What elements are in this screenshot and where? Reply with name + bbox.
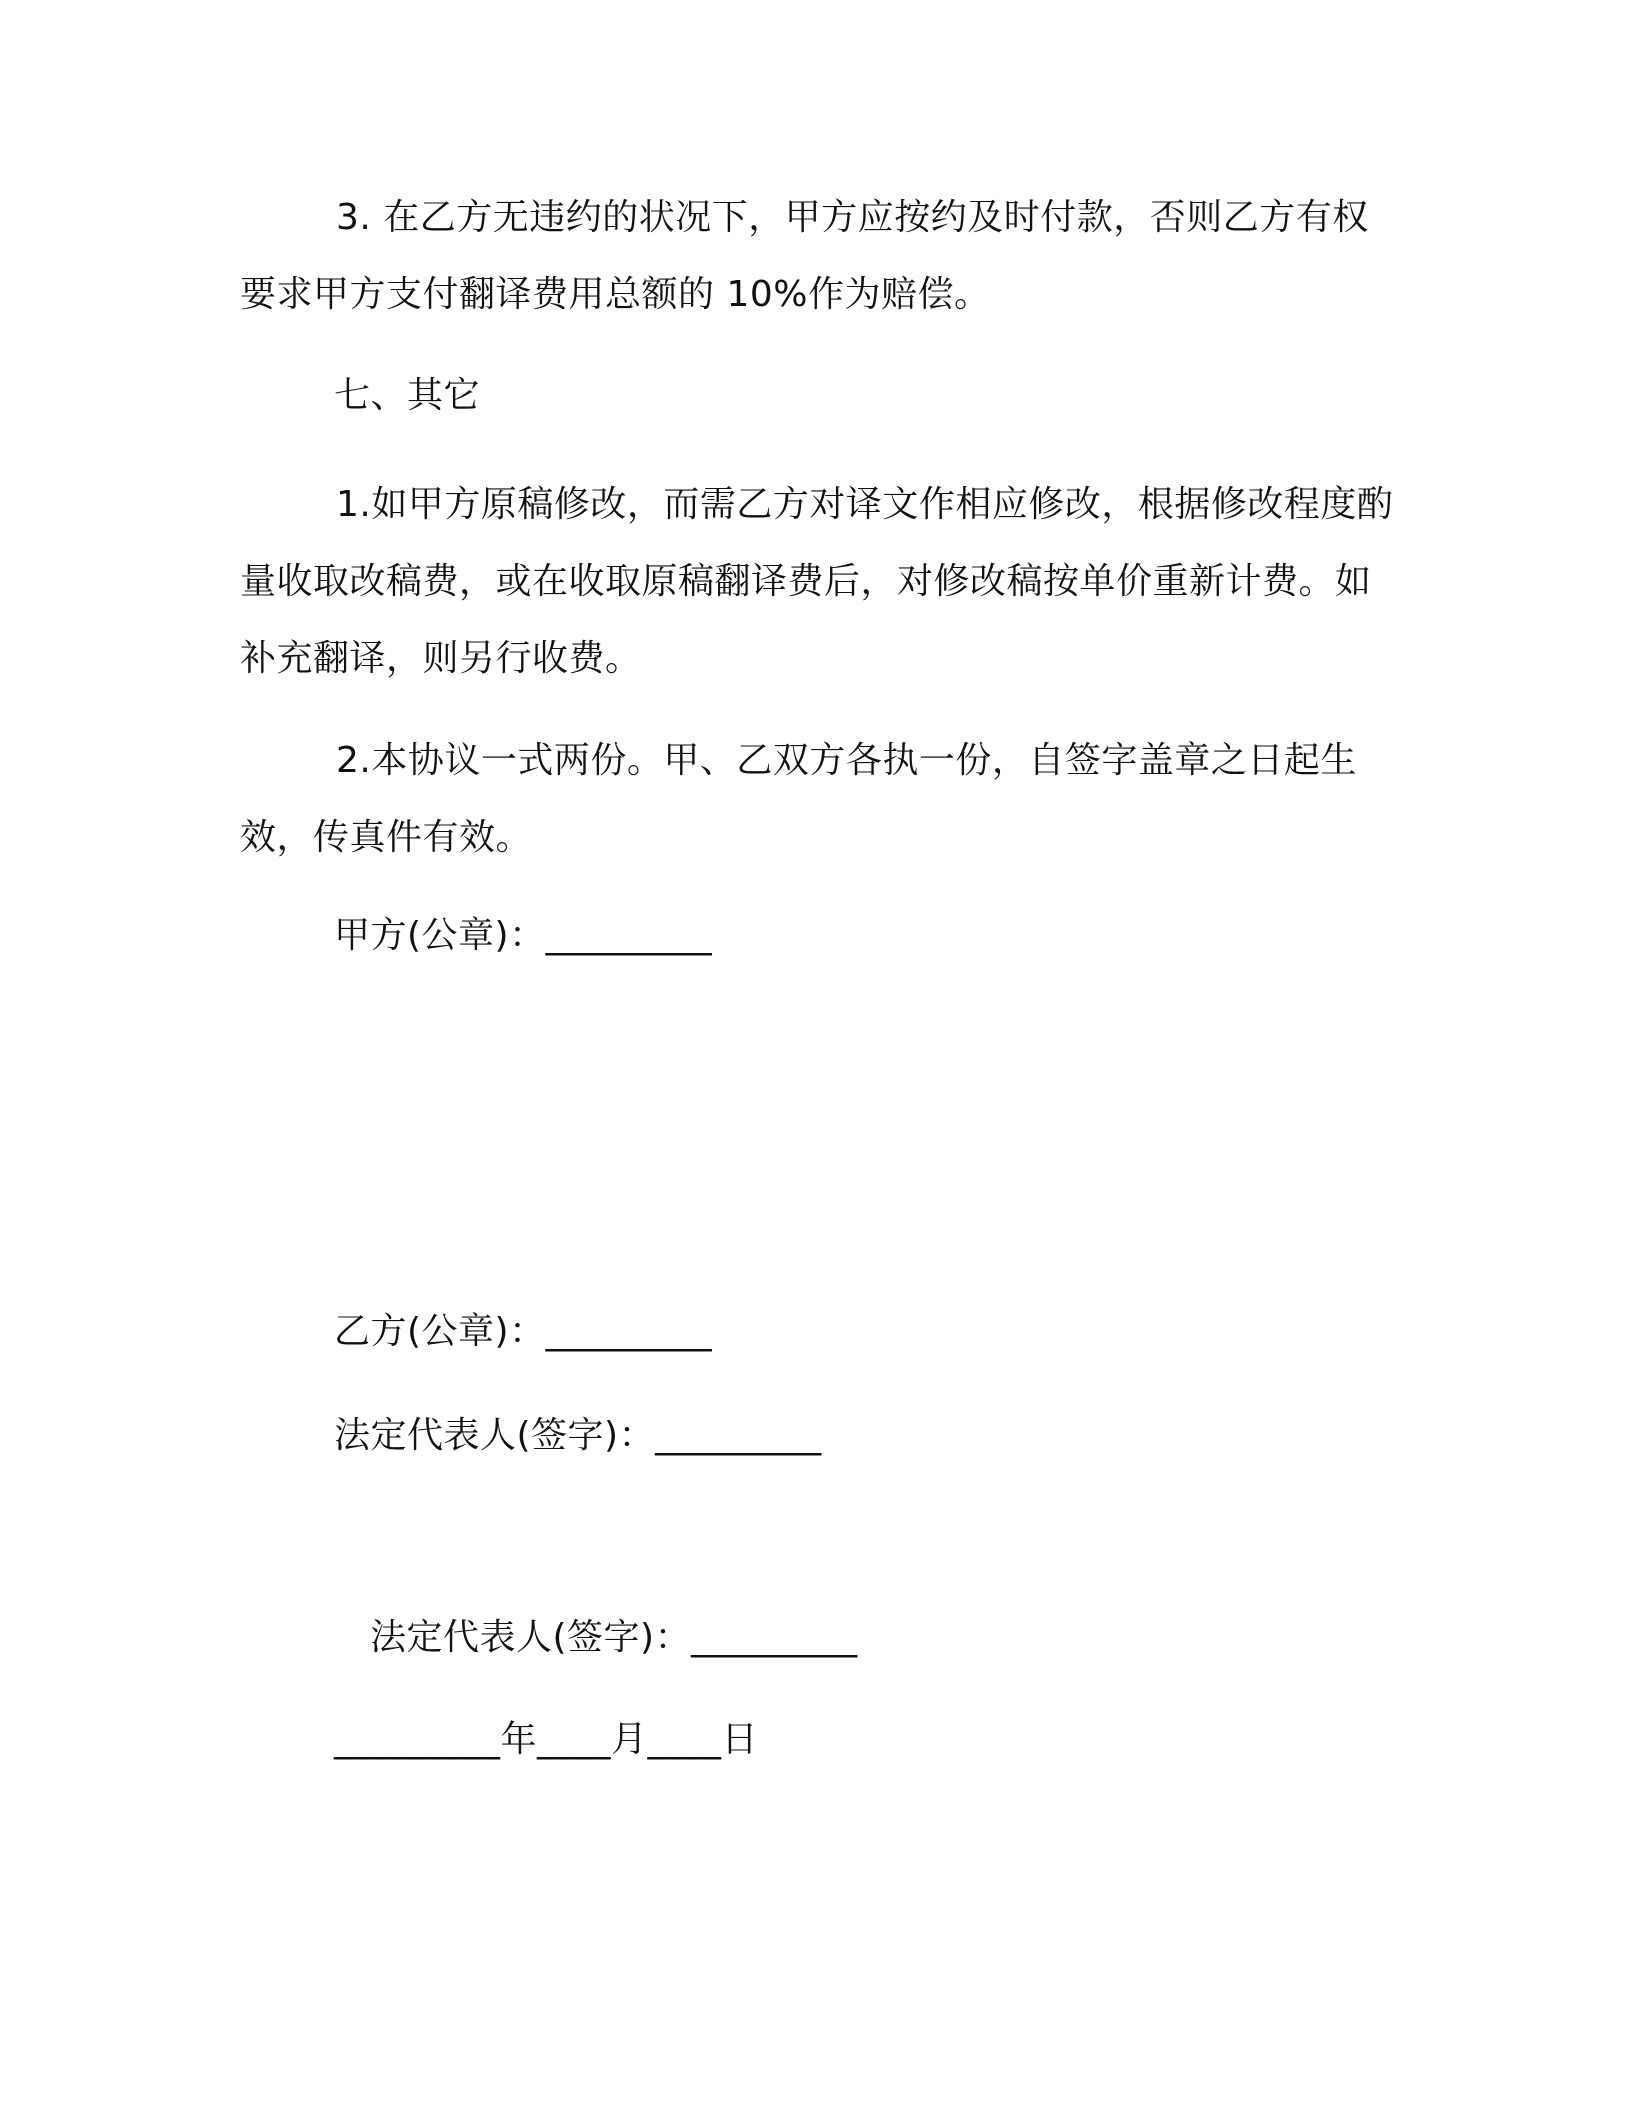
legal-rep-signature-line-2: 法定代表人(签字)：_________ — [370, 1617, 858, 1658]
legal-rep-signature-line: 法定代表人(签字)：_________ — [334, 1415, 822, 1456]
clause-7-item-1: 1.如甲方原稿修改，而需乙方对译文作相应修改，根据修改程度酌量收取改稿费，或在收取原稿翻译费后，对修改稿按单价重新计费。如补充翻译，则另行收费。 — [240, 484, 1394, 679]
party-b-seal-line: 乙方(公章)：_________ — [334, 1311, 713, 1352]
clause-7-item-2: 2.本协议一式两份。甲、乙双方各执一份，自签字盖章之日起生效，传真件有效。 — [240, 740, 1357, 858]
section-7-heading: 七、其它 — [334, 375, 481, 416]
date-line: _________年____月____日 — [334, 1719, 758, 1760]
clause-6-item-3: 3. 在乙方无违约的状况下，甲方应按约及时付款，否则乙方有权要求甲方支付翻译费用总额的 10%作为赔偿。 — [240, 197, 1369, 315]
party-a-seal-line: 甲方(公章)：_________ — [334, 915, 713, 956]
